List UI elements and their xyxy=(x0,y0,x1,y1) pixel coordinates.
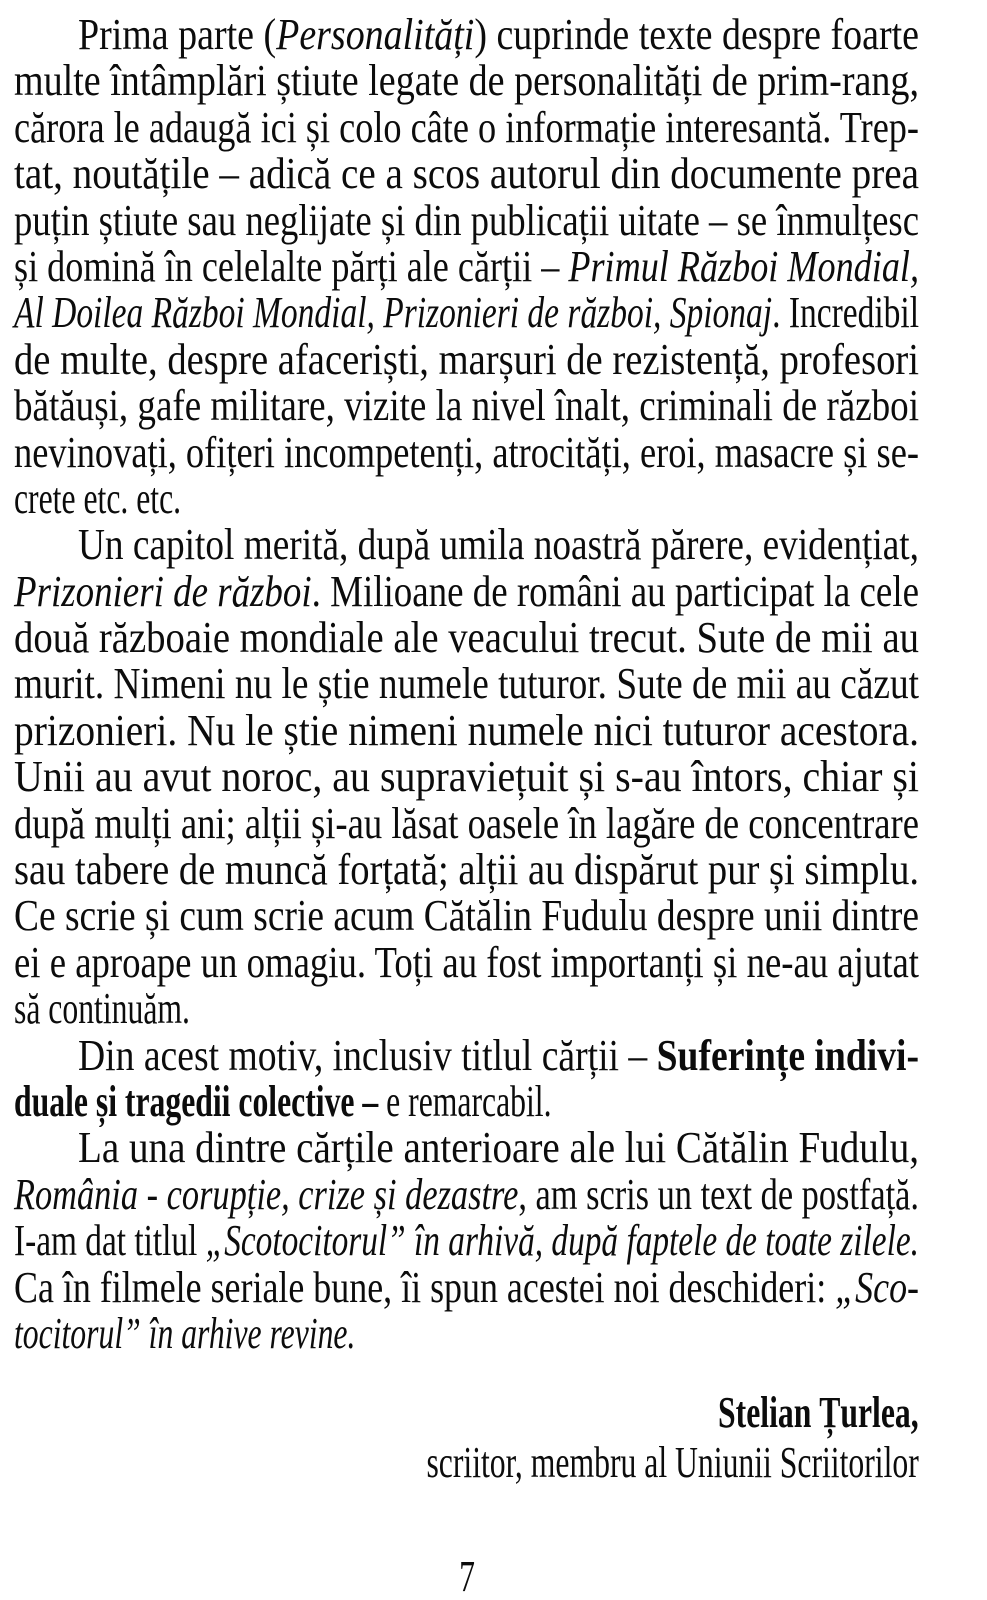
text-line-content xyxy=(14,58,919,104)
text-line-content xyxy=(14,473,182,523)
text-line-content xyxy=(14,1169,919,1219)
text-segment: de multe, despre afaceriști, marșuri de rezistență, profesori xyxy=(14,334,919,384)
text-line xyxy=(14,1076,919,1126)
text-line xyxy=(14,615,919,661)
text-line-content xyxy=(78,522,919,568)
text-line-content xyxy=(14,241,919,291)
text-line-content xyxy=(14,1218,919,1264)
text-segment: . Incredibil xyxy=(772,288,919,338)
text-segment: duale și tragedii colective – xyxy=(14,1076,387,1126)
text-segment: Unii au avut noroc, au supraviețuit și s-au întors, chiar și xyxy=(14,752,919,802)
page-number: 7 xyxy=(458,1552,475,1600)
text-segment: tocitorul” în arhive revine. xyxy=(14,1308,356,1358)
text-line-content xyxy=(14,566,919,616)
text-segment: să continuăm. xyxy=(14,984,190,1034)
text-segment: puțin știute sau neglijate și din publicații uitate – se înmulțesc xyxy=(14,195,919,245)
page-number-line xyxy=(14,1554,919,1600)
text-segment: Prima parte ( xyxy=(78,10,277,59)
text-segment: Al Doilea Război Mondial, Prizonieri de război, Spionaj xyxy=(14,288,773,338)
text-line-content xyxy=(14,1262,919,1312)
signature-name-line xyxy=(14,1390,919,1436)
text-segment: Ce scrie și cum scrie acum Cătălin Fudulu despre unii dintre xyxy=(14,891,919,941)
text-line xyxy=(14,566,919,616)
text-column xyxy=(14,12,919,1600)
paragraph xyxy=(14,522,919,1032)
paragraph xyxy=(14,1030,919,1126)
signature-role-line xyxy=(14,1437,919,1487)
text-line xyxy=(14,195,919,245)
text-line xyxy=(14,1262,919,1312)
text-segment: Suferințe indivi- xyxy=(656,1030,919,1080)
text-line-content xyxy=(14,615,919,661)
text-line xyxy=(14,937,919,987)
text-line-content xyxy=(14,847,919,893)
text-line xyxy=(14,334,919,384)
body-paragraphs xyxy=(14,12,919,1357)
text-segment: , am scris un text de postfață. xyxy=(518,1169,919,1219)
text-line-content xyxy=(14,195,919,245)
text-line xyxy=(14,383,919,429)
text-segment: prizonieri. Nu le știe nimeni numele nici tuturor acestora. xyxy=(14,705,919,755)
text-line xyxy=(14,102,919,152)
text-line-content xyxy=(14,383,919,429)
text-line xyxy=(14,522,919,568)
paragraph xyxy=(14,1125,919,1357)
text-segment: crete etc. etc. xyxy=(14,473,182,523)
text-line-content xyxy=(78,1125,919,1171)
text-segment: „Scotocitorul” în arhivă, după faptele de toate zilele. xyxy=(205,1216,919,1266)
text-segment: nevinovați, ofițeri incompetenți, atrocități, eroi, masacre și se- xyxy=(14,427,919,477)
text-line xyxy=(14,1030,919,1080)
text-line-content xyxy=(78,12,919,58)
text-segment: ei e aproape un omagiu. Toți au fost importanți și ne-au ajutat xyxy=(14,937,919,987)
text-line-content xyxy=(14,151,919,197)
text-line xyxy=(14,847,919,893)
text-line-content xyxy=(14,754,919,800)
text-line-content xyxy=(14,798,919,848)
text-line-content xyxy=(14,937,919,987)
text-segment: după mulți ani; alții și-au lăsat oasele în lagăre de concentrare xyxy=(14,798,919,848)
text-line-content xyxy=(14,705,919,755)
text-line xyxy=(14,58,919,104)
text-segment: . Milioane de români au participat la cele xyxy=(311,566,919,616)
text-segment: murit. Nimeni nu le știe numele tuturor. Sute de mii au căzut xyxy=(14,659,919,709)
text-segment: „Sco- xyxy=(835,1262,919,1312)
text-segment: Ca în filmele seriale bune, îi spun acestei noi deschideri: xyxy=(14,1262,836,1312)
text-line-content xyxy=(14,102,919,152)
paragraph xyxy=(14,12,919,522)
text-segment: sau tabere de muncă forțată; alții au dispărut pur și simplu. xyxy=(14,845,919,895)
text-line xyxy=(14,1125,919,1171)
text-segment: bătăuși, gafe militare, vizite la nivel înalt, criminali de război xyxy=(14,381,919,431)
text-line xyxy=(14,893,919,939)
text-line xyxy=(14,151,919,197)
text-line-content xyxy=(14,427,919,477)
text-line-content xyxy=(14,1308,356,1358)
text-segment: multe întâmplări știute legate de personalități de prim-rang, xyxy=(14,56,919,106)
text-line xyxy=(14,1308,919,1358)
text-line xyxy=(14,986,919,1032)
text-line xyxy=(14,1169,919,1219)
text-segment: e remarcabil. xyxy=(386,1076,552,1126)
text-segment: La una dintre cărțile anterioare ale lui Cătălin Fudulu, xyxy=(78,1123,919,1173)
text-segment: Personalități xyxy=(276,10,475,59)
text-line xyxy=(14,754,919,800)
text-line-content xyxy=(78,1030,919,1080)
signature-role: scriitor, membru al Uniunii Scriitorilor xyxy=(426,1437,919,1487)
text-line xyxy=(14,427,919,477)
text-line-content xyxy=(14,334,919,384)
text-line xyxy=(14,290,919,336)
text-segment: cărora le adaugă ici și colo câte o informație interesantă. Trep- xyxy=(14,102,919,152)
text-line xyxy=(14,798,919,848)
text-line xyxy=(14,473,919,523)
text-segment: și domină în celelalte părți ale cărții – xyxy=(14,241,569,291)
text-line-content xyxy=(14,661,919,707)
text-segment: tat, noutățile – adică ce a scos autorul din documente prea xyxy=(14,149,919,199)
text-segment: Din acest motiv, inclusiv titlul cărții – xyxy=(78,1030,657,1080)
text-segment: ) cuprinde texte despre foarte xyxy=(474,10,919,59)
text-line-content xyxy=(14,1076,552,1126)
text-segment: Prizonieri de război xyxy=(14,566,312,616)
text-line-content xyxy=(14,893,919,939)
text-line xyxy=(14,12,919,58)
text-line xyxy=(14,705,919,755)
text-segment: I-am dat titlul xyxy=(14,1216,206,1266)
text-segment: România - corupție, crize și dezastre xyxy=(14,1169,519,1219)
text-line xyxy=(14,1218,919,1264)
signature-name: Stelian Țurlea, xyxy=(718,1388,919,1438)
text-segment: Un capitol merită, după umila noastră părere, evidențiat, xyxy=(78,520,919,570)
text-line-content xyxy=(14,290,919,336)
text-line-content xyxy=(14,986,190,1032)
text-line xyxy=(14,241,919,291)
text-line xyxy=(14,661,919,707)
text-segment: Primul Război Mondial, xyxy=(568,241,919,291)
text-segment: două războaie mondiale ale veacului trecut. Sute de mii au xyxy=(14,613,919,663)
